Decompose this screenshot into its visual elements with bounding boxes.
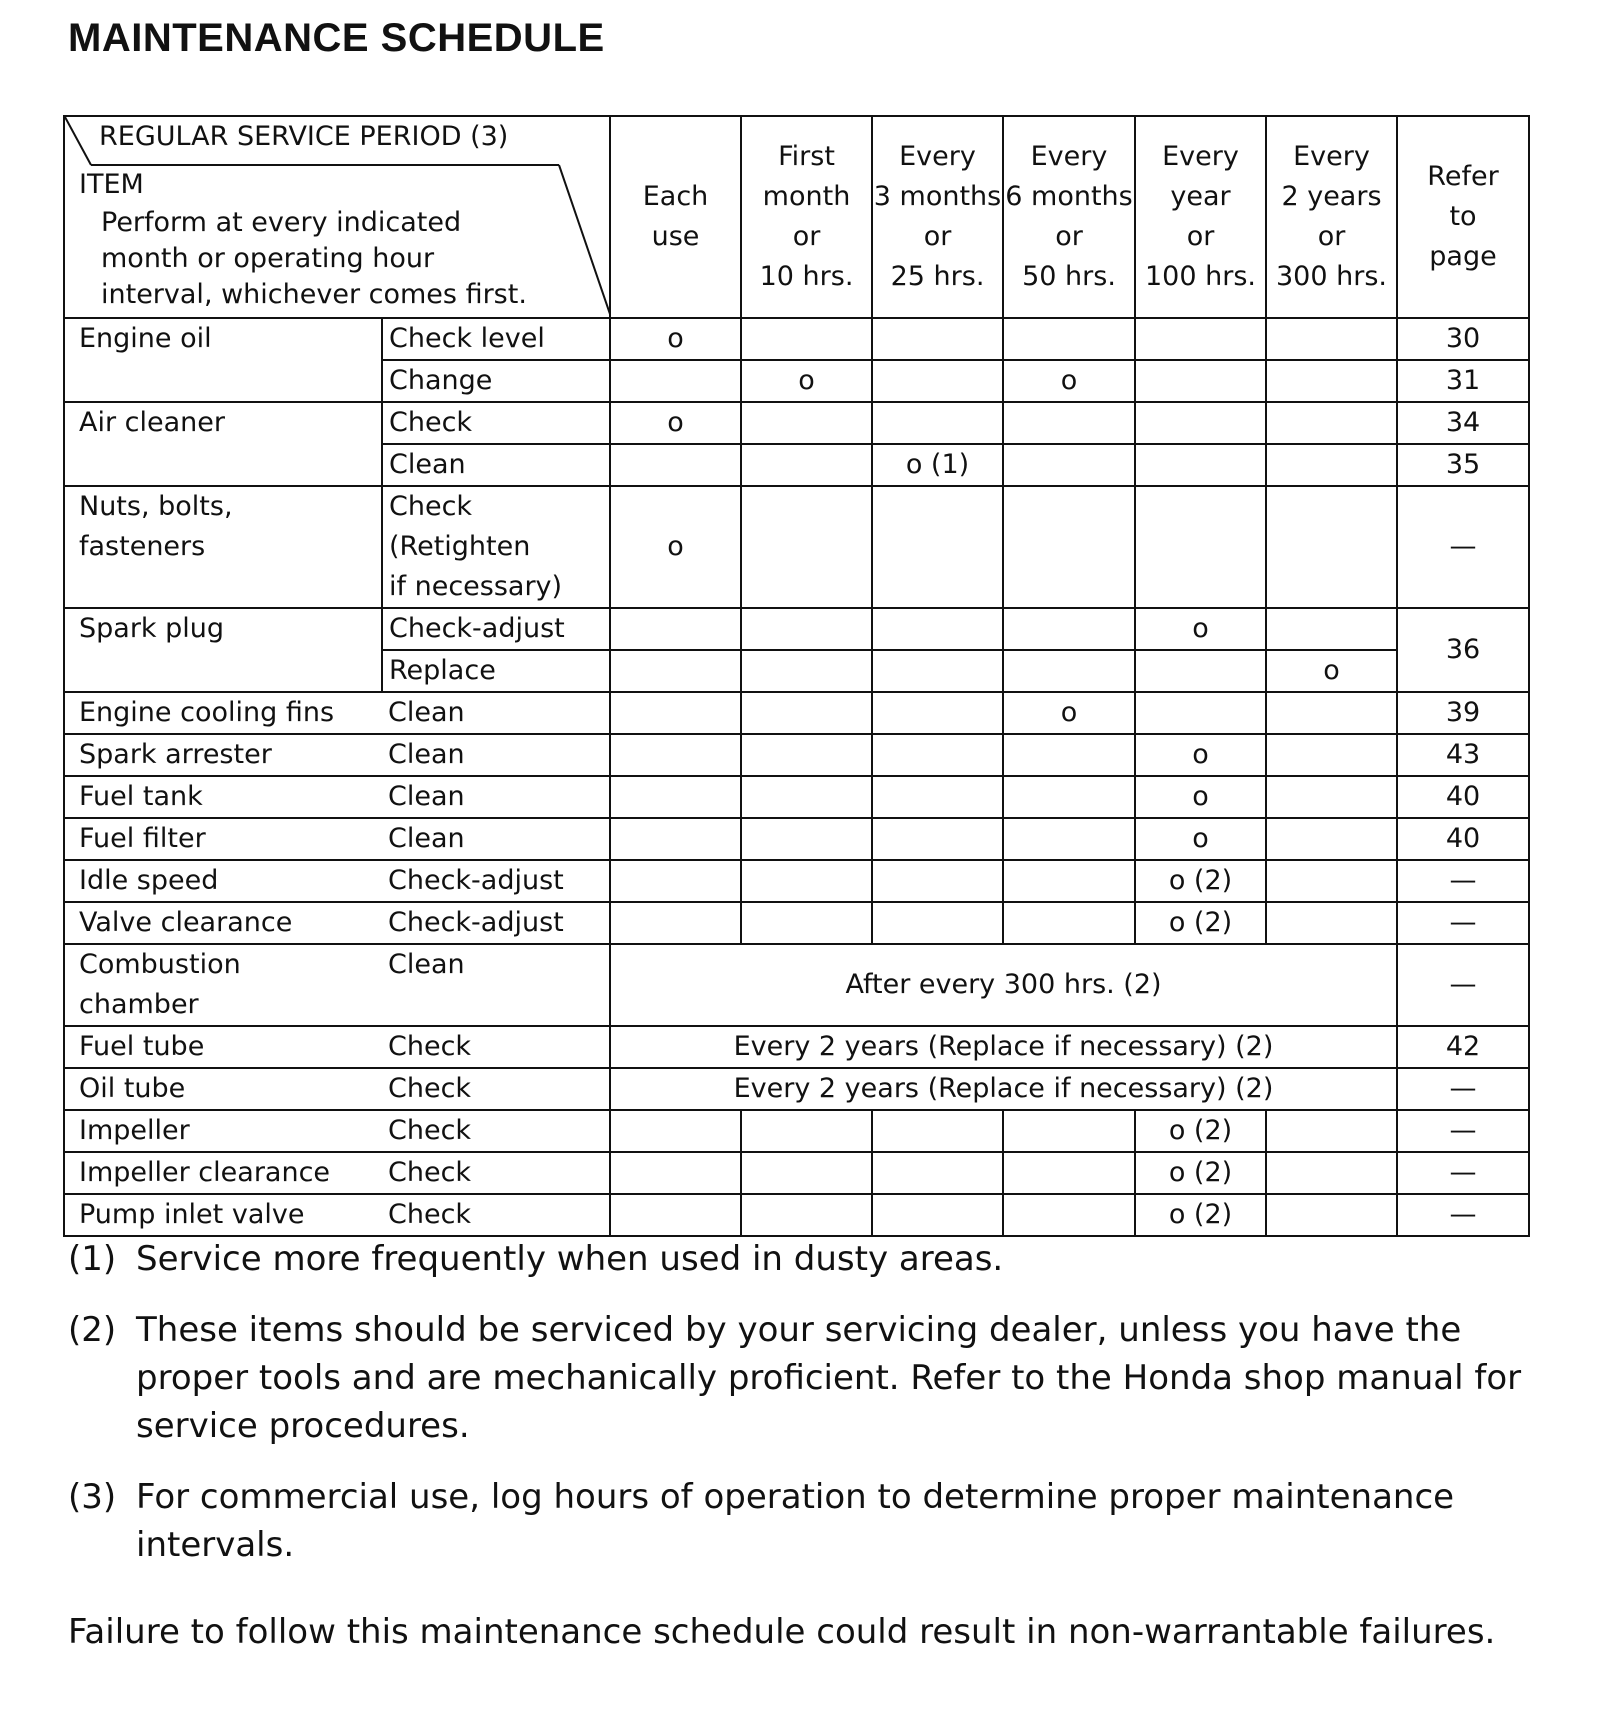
mark-cell [1003, 734, 1135, 776]
col-each-use: Each use [610, 116, 741, 318]
mark-cell [872, 902, 1003, 944]
table-row [64, 818, 1529, 860]
page-cell: — [1397, 902, 1529, 944]
mark-cell: o [1135, 776, 1266, 818]
mark-cell [610, 444, 741, 486]
action-cell: Check level [382, 318, 610, 360]
item-cell: Fuel tank [64, 776, 382, 818]
action-cell: Clean [382, 944, 610, 1026]
mark-cell [1003, 1110, 1135, 1152]
mark-cell [741, 1152, 872, 1194]
table-row [64, 1068, 1529, 1110]
footnote [68, 1306, 1528, 1450]
mark-cell [872, 776, 1003, 818]
item-cell: Spark arrester [64, 734, 382, 776]
page-cell: 30 [1397, 318, 1529, 360]
mark-cell: o [1135, 608, 1266, 650]
mark-cell [610, 734, 741, 776]
mark-cell [1266, 860, 1397, 902]
item-cell: Idle speed [64, 860, 382, 902]
mark-cell [872, 860, 1003, 902]
action-cell: Check-adjust [382, 860, 610, 902]
mark-cell [1003, 1152, 1135, 1194]
page-cell: — [1397, 1152, 1529, 1194]
mark-cell [1135, 402, 1266, 444]
footnote [68, 1473, 1528, 1569]
mark-cell: o (2) [1135, 902, 1266, 944]
mark-cell: o [1266, 650, 1397, 692]
mark-cell [1003, 444, 1135, 486]
page-cell: 43 [1397, 734, 1529, 776]
mark-cell [1003, 486, 1135, 608]
page-cell: — [1397, 944, 1529, 1026]
action-cell: Check [382, 1026, 610, 1068]
mark-cell [1003, 776, 1135, 818]
item-cell: Pump inlet valve [64, 1194, 382, 1236]
table-row [64, 902, 1529, 944]
mark-cell [1135, 318, 1266, 360]
mark-cell [741, 608, 872, 650]
item-cell: Fuel tube [64, 1026, 382, 1068]
mark-cell [1003, 402, 1135, 444]
table-row [64, 608, 1529, 650]
mark-cell [872, 608, 1003, 650]
mark-cell [741, 444, 872, 486]
mark-cell [741, 776, 872, 818]
span-note-cell: After every 300 hrs. (2) [610, 944, 1397, 1026]
mark-cell [1135, 444, 1266, 486]
action-cell: Check [382, 1194, 610, 1236]
mark-cell [741, 1194, 872, 1236]
span-note-cell: Every 2 years (Replace if necessary) (2) [610, 1026, 1397, 1068]
action-cell: Change [382, 360, 610, 402]
mark-cell [1266, 360, 1397, 402]
mark-cell [741, 818, 872, 860]
footnote-number: (1) [68, 1239, 117, 1279]
mark-cell [872, 360, 1003, 402]
item-cell: Spark plug [64, 608, 382, 650]
mark-cell [1266, 1194, 1397, 1236]
mark-cell [872, 318, 1003, 360]
item-cell: Oil tube [64, 1068, 382, 1110]
page-cell: 35 [1397, 444, 1529, 486]
mark-cell: o (1) [872, 444, 1003, 486]
action-cell: Check [382, 1110, 610, 1152]
span-note-cell: Every 2 years (Replace if necessary) (2) [610, 1068, 1397, 1110]
page-cell: — [1397, 1194, 1529, 1236]
mark-cell [741, 734, 872, 776]
footnote-number: (2) [68, 1310, 117, 1350]
maintenance-table [63, 115, 1530, 1237]
diagonal-header-cell [64, 116, 610, 318]
mark-cell: o (2) [1135, 1194, 1266, 1236]
mark-cell [872, 1110, 1003, 1152]
page-cell: — [1397, 1068, 1529, 1110]
mark-cell: o [610, 318, 741, 360]
mark-cell [741, 650, 872, 692]
table-row [64, 318, 1529, 360]
item-cell: Engine cooling fins [64, 692, 382, 734]
item-cell: Engine oil [64, 318, 382, 360]
table-row [64, 734, 1529, 776]
page-cell: 39 [1397, 692, 1529, 734]
mark-cell [872, 486, 1003, 608]
footnote-text: For commercial use, log hours of operation to determine proper maintenance intervals. [136, 1477, 1455, 1565]
item-cell [64, 444, 382, 486]
action-cell: Check-adjust [382, 902, 610, 944]
table-row [64, 1026, 1529, 1068]
col-every-3-months: Every 3 months or 25 hrs. [872, 116, 1003, 318]
mark-cell [741, 486, 872, 608]
header-row [64, 116, 1529, 318]
mark-cell [1135, 692, 1266, 734]
mark-cell: o [1135, 734, 1266, 776]
item-cell [64, 650, 382, 692]
table-row [64, 650, 1529, 692]
action-cell: Clean [382, 734, 610, 776]
mark-cell [872, 402, 1003, 444]
page-cell: — [1397, 1110, 1529, 1152]
item-cell: Combustion chamber [64, 944, 382, 1026]
table-row [64, 1152, 1529, 1194]
mark-cell [872, 818, 1003, 860]
footnote-text: Service more frequently when used in dusty areas. [136, 1239, 1004, 1279]
mark-cell: o [1003, 360, 1135, 402]
col-every-6-months: Every 6 months or 50 hrs. [1003, 116, 1135, 318]
mark-cell: o [741, 360, 872, 402]
table-row [64, 486, 1529, 608]
mark-cell [872, 692, 1003, 734]
item-cell: Impeller clearance [64, 1152, 382, 1194]
action-cell: Check [382, 1068, 610, 1110]
col-every-year: Every year or 100 hrs. [1135, 116, 1266, 318]
item-cell: Fuel filter [64, 818, 382, 860]
page-cell: 36 [1397, 608, 1529, 692]
table-row [64, 444, 1529, 486]
col-refer-page: Refer to page [1397, 116, 1529, 318]
col-every-2-years: Every 2 years or 300 hrs. [1266, 116, 1397, 318]
mark-cell: o [610, 402, 741, 444]
mark-cell [741, 402, 872, 444]
mark-cell [610, 818, 741, 860]
mark-cell [1003, 902, 1135, 944]
footnote-text: These items should be serviced by your servicing dealer, unless you have the proper tools and are mechanically proficient. Refer to the Honda shop manual for service procedures. [136, 1310, 1522, 1446]
action-cell: Replace [382, 650, 610, 692]
mark-cell: o (2) [1135, 860, 1266, 902]
action-cell: Clean [382, 776, 610, 818]
warranty-note: Failure to follow this maintenance schedule could result in non-warrantable failures. [68, 1612, 1496, 1652]
mark-cell [872, 650, 1003, 692]
mark-cell [1266, 444, 1397, 486]
mark-cell: o (2) [1135, 1152, 1266, 1194]
footnote [68, 1235, 1528, 1283]
mark-cell [1266, 608, 1397, 650]
page-cell: 42 [1397, 1026, 1529, 1068]
mark-cell [1266, 902, 1397, 944]
item-cell: Valve clearance [64, 902, 382, 944]
mark-cell [1266, 402, 1397, 444]
mark-cell [1135, 360, 1266, 402]
page-cell: 34 [1397, 402, 1529, 444]
mark-cell [1003, 318, 1135, 360]
page-title: MAINTENANCE SCHEDULE [68, 16, 605, 60]
mark-cell [1266, 692, 1397, 734]
mark-cell [610, 902, 741, 944]
table-row [64, 692, 1529, 734]
mark-cell [1266, 1110, 1397, 1152]
item-cell: Air cleaner [64, 402, 382, 444]
mark-cell [741, 1110, 872, 1152]
service-period-label: REGULAR SERVICE PERIOD (3) [99, 121, 509, 152]
mark-cell: o [1135, 818, 1266, 860]
item-cell [64, 360, 382, 402]
mark-cell [741, 860, 872, 902]
mark-cell [1003, 650, 1135, 692]
mark-cell [1266, 776, 1397, 818]
mark-cell [1266, 1152, 1397, 1194]
mark-cell: o [610, 486, 741, 608]
mark-cell: o (2) [1135, 1110, 1266, 1152]
action-cell: Check [382, 402, 610, 444]
action-cell: Clean [382, 818, 610, 860]
mark-cell [1266, 734, 1397, 776]
mark-cell [1003, 1194, 1135, 1236]
mark-cell [872, 734, 1003, 776]
action-cell: Check (Retighten if necessary) [382, 486, 610, 608]
action-cell: Clean [382, 444, 610, 486]
mark-cell [610, 1194, 741, 1236]
mark-cell [610, 776, 741, 818]
item-cell: Impeller [64, 1110, 382, 1152]
mark-cell [1266, 318, 1397, 360]
table-row [64, 402, 1529, 444]
table-row [64, 776, 1529, 818]
mark-cell [1266, 486, 1397, 608]
footnotes [68, 1235, 1528, 1592]
page-cell: — [1397, 486, 1529, 608]
mark-cell [1135, 486, 1266, 608]
mark-cell [741, 692, 872, 734]
item-label: ITEM [79, 169, 144, 200]
mark-cell [610, 860, 741, 902]
table-row [64, 1194, 1529, 1236]
mark-cell [1266, 818, 1397, 860]
item-note: Perform at every indicated month or operating hour interval, whichever comes first. [101, 207, 527, 310]
mark-cell [1135, 650, 1266, 692]
col-first-month: First month or 10 hrs. [741, 116, 872, 318]
mark-cell [610, 692, 741, 734]
mark-cell [1003, 608, 1135, 650]
mark-cell [610, 360, 741, 402]
mark-cell [1003, 818, 1135, 860]
table-row [64, 944, 1529, 1026]
mark-cell [610, 1152, 741, 1194]
footnote-number: (3) [68, 1477, 117, 1517]
mark-cell [872, 1152, 1003, 1194]
mark-cell [610, 608, 741, 650]
table-row [64, 360, 1529, 402]
action-cell: Check-adjust [382, 608, 610, 650]
mark-cell [741, 902, 872, 944]
page-cell: — [1397, 860, 1529, 902]
mark-cell: o [1003, 692, 1135, 734]
mark-cell [610, 650, 741, 692]
item-cell: Nuts, bolts, fasteners [64, 486, 382, 608]
page-cell: 40 [1397, 818, 1529, 860]
table-row [64, 1110, 1529, 1152]
mark-cell [741, 318, 872, 360]
mark-cell [1003, 860, 1135, 902]
page-cell: 31 [1397, 360, 1529, 402]
page-cell: 40 [1397, 776, 1529, 818]
mark-cell [872, 1194, 1003, 1236]
table-row [64, 860, 1529, 902]
action-cell: Check [382, 1152, 610, 1194]
mark-cell [610, 1110, 741, 1152]
action-cell: Clean [382, 692, 610, 734]
